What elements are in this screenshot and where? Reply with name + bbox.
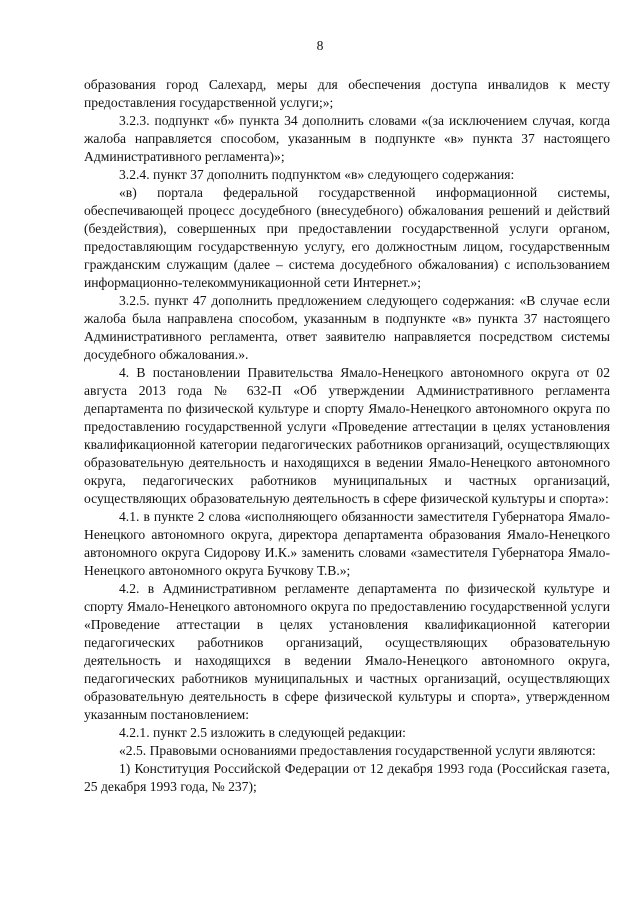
paragraph-4-2-1: 4.2.1. пункт 2.5 изложить в следующей редакции: (119, 725, 406, 740)
document-body (84, 76, 610, 796)
paragraph-4-2: 4.2. в Административном регламенте департамента по физической культуре и спорту Ямало-Ненецкого автономного округа по предоставлению государственной услуги «Проведение аттестации в целях установления квалификационной категории педагогических работников организаций, осуществляющих образовательную деятельность и находящихся в ведении Ямало-Ненецкого автономного округа, педагогических работников муниципальных и частных организаций, осуществляющих образовательную деятельность в сфере физической культуры и спорта», утвержденном указанным постановлением: (84, 581, 610, 722)
paragraph-2-5: «2.5. Правовыми основаниями предоставления государственной услуги являются: (119, 743, 596, 758)
paragraph-3-2-4: 3.2.4. пункт 37 дополнить подпунктом «в» следующего содержания: (119, 167, 515, 182)
paragraph-3-2-5: 3.2.5. пункт 47 дополнить предложением следующего содержания: «В случае если жалоба была направлена способом, указанным в подпункте «в» пункта 37 настоящего Административного регламента, ответ заявителю направляется посредством системы досудебного обжалования.». (84, 293, 610, 362)
paragraph-4-1: 4.1. в пункте 2 слова «исполняющего обязанности заместителя Губернатора Ямало-Ненецкого автономного округа, директора департамента образования Ямало-Ненецкого автономного округа Сидорову И.К.» заменить словами «заместителя Губернатора Ямало-Ненецкого автономного округа Бучкову Т.В.»; (84, 509, 610, 578)
paragraph-item-1: 1) Конституция Российской Федерации от 12 декабря 1993 года (Российская газета, 25 декабря 1993 года, № 237); (84, 761, 610, 794)
paragraph-subpoint-v: «в) портала федеральной государственной информационной системы, обеспечивающей процесс досудебного (внесудебного) обжалования решений и действий (бездействия), совершенных при предоставлении государственной услуги органом, предоставляющим государственную услугу, его должностным лицом, государственным гражданским служащим (далее – система досудебного обжалования) с использованием информационно-телекоммуникационной сети Интернет.»; (84, 185, 610, 290)
page-number: 8 (316, 38, 324, 53)
paragraph-3-2-3: 3.2.3. подпункт «б» пункта 34 дополнить словами «(за исключением случая, когда жалоба направляется способом, указанным в подпункте «в» пункта 37 настоящего Административного регламента)»; (84, 113, 610, 164)
paragraph-4: 4. В постановлении Правительства Ямало-Ненецкого автономного округа от 02 августа 2013 года № 632-П «Об утверждении Административного регламента департамента по физической культуре и спорту Ямало-Ненецкого автономного округа по предоставлению государственной услуги «Проведение аттестации в целях установления квалификационной категории педагогических работников организаций, осуществляющих образовательную деятельность и находящихся в ведении Ямало-Ненецкого автономного округа, педагогических работников муниципальных и частных организаций, осуществляющих образовательную деятельность в сфере физической культуры и спорта»: (84, 365, 610, 506)
paragraph-continuation: образования город Салехард, меры для обеспечения доступа инвалидов к месту предоставления государственной услуги;»; (84, 77, 610, 110)
